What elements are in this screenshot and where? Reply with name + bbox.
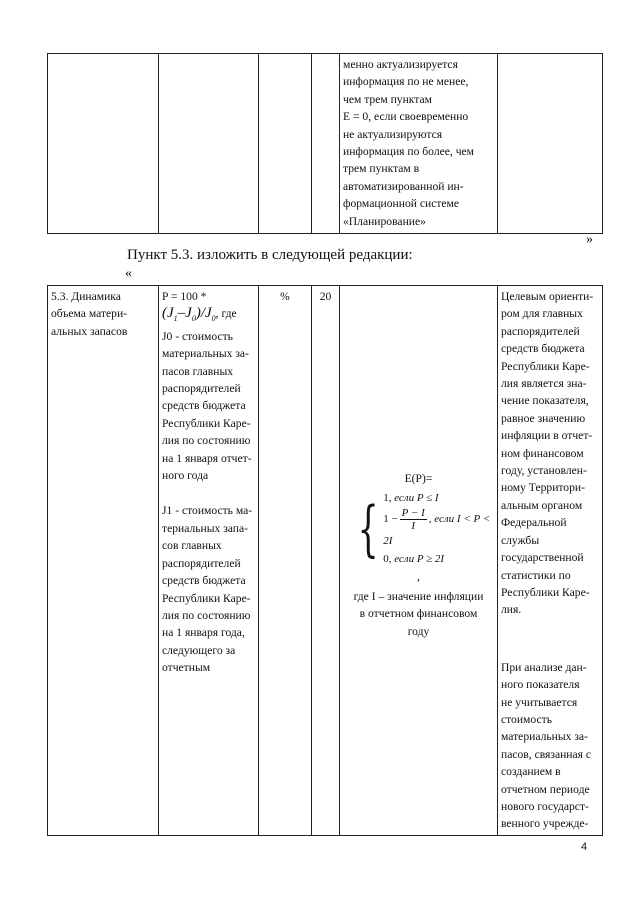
text-line: ного показателя	[501, 678, 580, 692]
case-condition: , если I < P < 2I	[383, 513, 491, 548]
formula-first-line: P = 100 *	[162, 290, 207, 303]
text-line: материальных за-	[162, 347, 249, 361]
text-line: автоматизированной ин-	[343, 179, 464, 193]
case-1	[383, 489, 494, 507]
text-line: менно актуализируется	[343, 58, 458, 71]
fraction-denominator: I	[411, 520, 416, 533]
piecewise-function	[349, 489, 494, 568]
text-line: E = 0, если своевременно	[343, 110, 469, 124]
formula-subscript: 0	[211, 314, 216, 324]
formula-subscript: 1	[173, 314, 178, 324]
name-cell	[48, 54, 159, 234]
cases	[383, 489, 494, 568]
case-value: 1 −	[383, 513, 398, 526]
text-line: J1 - стоимость ма-	[162, 504, 253, 518]
formula-part: /J	[200, 305, 212, 322]
formula-part: , где	[215, 307, 237, 321]
text-line: на 1 января отчет-	[162, 451, 252, 465]
weight-value: 20	[319, 290, 332, 303]
text-line: году	[407, 624, 430, 638]
weight-cell	[312, 54, 340, 234]
text-line: ном финансовом	[501, 446, 584, 460]
text-line: распорядителей	[162, 556, 241, 570]
text-line: ром для главных	[501, 307, 583, 321]
text-line: Республики Каре-	[501, 359, 590, 373]
text-line: средств бюджета	[162, 399, 246, 413]
text-line: J0 - стоимость	[162, 329, 233, 343]
case-value: 1,	[383, 492, 392, 505]
text-line: информация по не менее,	[343, 75, 469, 89]
formula-comma: ,	[417, 570, 420, 584]
text-line: венного учрежде-	[501, 817, 589, 831]
page-number: 4	[581, 841, 588, 853]
text-line: пасов, связанная с	[501, 747, 592, 761]
text-line: лия является зна-	[501, 377, 587, 391]
text-line: на 1 января года,	[162, 626, 245, 640]
text-line: териальных запа-	[162, 521, 249, 535]
inflation-definition	[343, 588, 494, 640]
text-line: распорядителей	[501, 324, 580, 338]
text-line: трем пунктам в	[343, 162, 420, 176]
left-brace: {	[357, 493, 379, 564]
unit-cell	[259, 54, 312, 234]
text-line: ному Территори-	[501, 481, 585, 495]
case-3	[383, 550, 494, 568]
text-line: лия по состоянию	[162, 608, 251, 622]
text-line: равное значению	[501, 411, 586, 425]
text-line: нового государст-	[501, 799, 589, 813]
text-line: информация по более, чем	[343, 145, 475, 159]
continuation-table	[47, 53, 603, 234]
text-line: где I – значение инфляции	[353, 589, 484, 603]
text-line: лия по состоянию	[162, 434, 251, 448]
text-line: «Планирование»	[343, 214, 426, 228]
calculation-cell	[340, 286, 498, 836]
spacer	[162, 484, 255, 502]
case-2	[383, 507, 494, 550]
text-line: формационной системе	[343, 197, 460, 211]
notes-cell	[498, 286, 603, 836]
score-label: E(P)=	[404, 472, 433, 485]
description-cell	[340, 54, 498, 234]
text-line: 5.3. Динамика	[51, 290, 121, 303]
instruction-text: Пункт 5.3. изложить в следующей редакции:	[127, 247, 413, 263]
text-line: статистики по	[501, 568, 571, 582]
text-line: объема матери-	[51, 307, 128, 321]
spacer	[501, 619, 599, 659]
text-line: чем трем пунктам	[343, 92, 432, 106]
text-line: Целевым ориенти-	[501, 290, 594, 303]
text-line: материальных за-	[501, 730, 588, 744]
text-line: альных запасов	[51, 324, 128, 338]
text-line: созданием в	[501, 765, 561, 779]
case-value: 0,	[383, 553, 392, 566]
indicator-table	[47, 285, 603, 836]
text-line: не учитывается	[501, 695, 578, 709]
text-line: не актуализируются	[343, 127, 443, 141]
text-line: отчетном периоде	[501, 782, 590, 796]
formula-part: )	[195, 305, 201, 322]
unit-value: %	[280, 290, 290, 303]
text-line: пасов главных	[162, 364, 234, 378]
opening-quote: «	[125, 266, 132, 281]
fraction-numerator: P − I	[401, 507, 425, 520]
text-line: средств бюджета	[162, 574, 246, 588]
text-line: сов главных	[162, 539, 222, 553]
text-line: Республики Каре-	[162, 416, 251, 430]
table-row	[48, 286, 603, 836]
text-line: службы	[501, 533, 540, 547]
text-line: Федеральной	[501, 516, 567, 530]
indicator-name-cell	[48, 286, 159, 836]
text-line: государственной	[501, 551, 584, 565]
text-line: Республики Каре-	[162, 591, 251, 605]
text-line: следующего за	[162, 643, 236, 657]
formula-cell	[159, 54, 259, 234]
text-line: При анализе дан-	[501, 660, 587, 674]
text-line: отчетным	[162, 661, 211, 675]
fraction	[400, 507, 427, 532]
text-line: лия.	[501, 603, 522, 617]
closing-quote: »	[586, 232, 593, 247]
text-line: альным органом	[501, 498, 583, 512]
text-line: году, установлен-	[501, 464, 587, 478]
text-line: в отчетном финансовом	[359, 607, 478, 621]
case-condition: если P ≥ 2I	[394, 553, 445, 566]
formula-expression	[162, 305, 255, 327]
weight-cell	[312, 286, 340, 836]
unit-cell	[259, 286, 312, 836]
formula-cell	[159, 286, 259, 836]
notes-cell	[498, 54, 603, 234]
text-line: распорядителей	[162, 382, 241, 396]
text-line: стоимость	[501, 712, 552, 726]
text-line: инфляции в отчет-	[501, 429, 593, 443]
text-line: средств бюджета	[501, 342, 585, 356]
formula-part: (J	[162, 305, 174, 322]
case-condition: если P ≤ I	[394, 492, 439, 505]
text-line: Республики Каре-	[501, 585, 590, 599]
text-line: чение показателя,	[501, 394, 589, 408]
text-line: ного года	[162, 469, 209, 483]
formula-part: –J	[177, 305, 192, 322]
formula-subscript: 0	[191, 314, 196, 324]
score-formula	[343, 470, 494, 640]
table-row	[48, 54, 603, 234]
